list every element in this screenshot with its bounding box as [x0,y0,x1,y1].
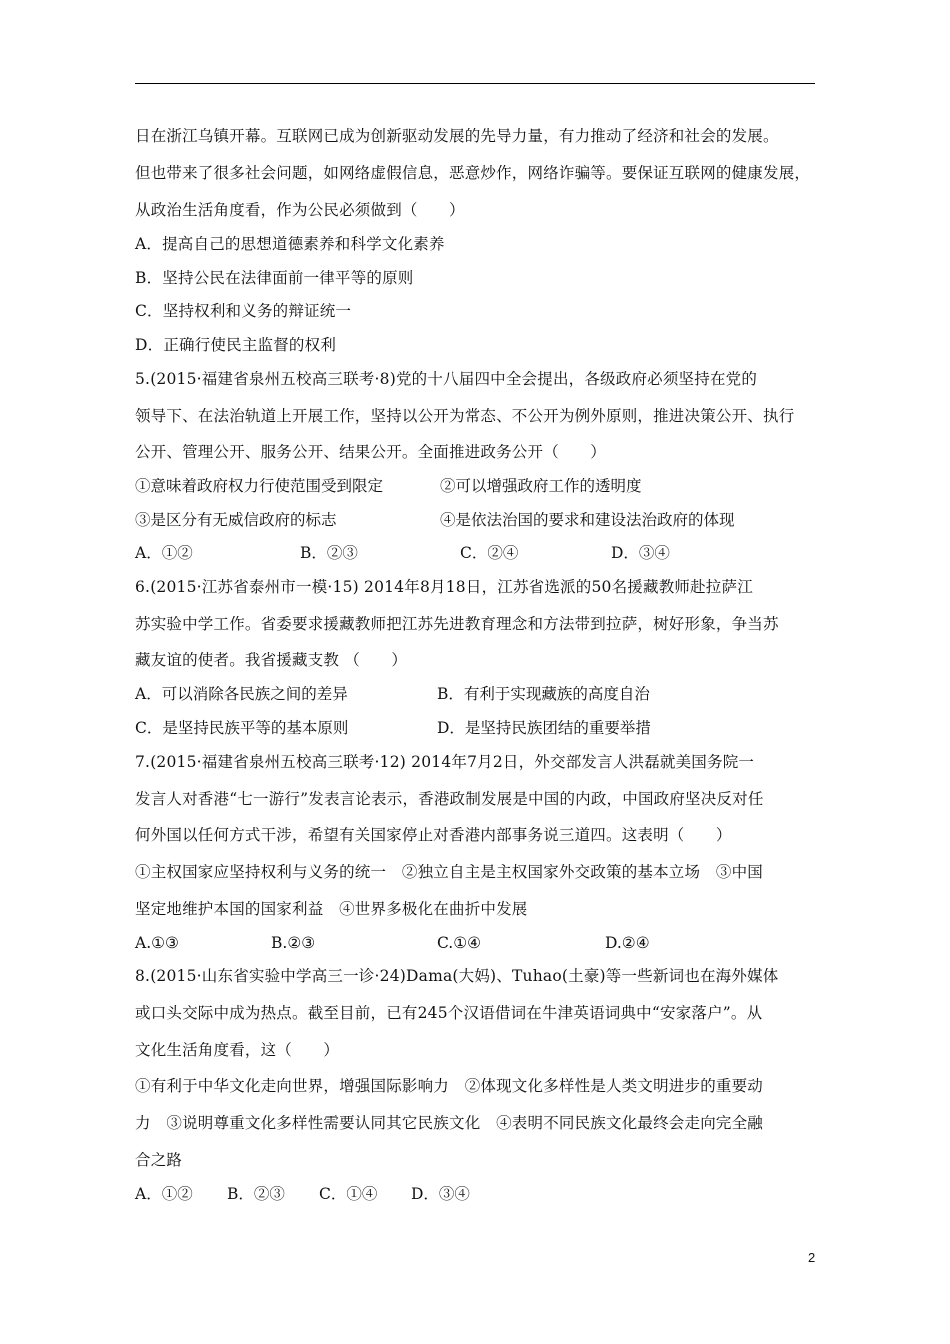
q5-option-c: C．②④ [460,544,519,562]
q6-option-b: B．有利于实现藏族的高度自治 [437,685,650,703]
q7-text-line-3: 何外国以任何方式干涉，希望有关国家停止对香港内部事务说三道四。这表明（ ） [135,826,732,844]
q4-option-c: C．坚持权利和义务的辩证统一 [135,302,352,320]
q8-text-line-1: 8.(2015·山东省实验中学高三一诊·24)Dama(大妈)、Tuhao(土豪)等一些新词也在海外媒体 [135,967,779,985]
q5-item-2: ②可以增强政府工作的透明度 [440,477,642,495]
q7-option-a: A.①③ [135,934,179,952]
q7-text-line-5: 坚定地维护本国的国家利益 ④世界多极化在曲折中发展 [135,900,528,918]
q4-text-line-3: 从政治生活角度看，作为公民必须做到（ ） [135,201,465,219]
header-rule [135,83,815,84]
q8-text-line-2: 或口头交际中成为热点。截至目前，已有245个汉语借词在牛津英语词典中“安家落户”。从 [135,1004,763,1022]
q8-text-line-3: 文化生活角度看，这（ ） [135,1041,340,1059]
q5-text-line-3: 公开、管理公开、服务公开、结果公开。全面推进政务公开（ ） [135,443,607,461]
q7-text-line-2: 发言人对香港“七一游行”发表言论表示，香港政制发展是中国的内政，中国政府坚决反对任 [135,790,764,808]
q7-option-d: D.②④ [605,934,650,952]
page-number: 2 [808,1250,816,1265]
q6-text-line-3: 藏友谊的使者。我省援藏支教 （ ） [135,651,408,669]
q4-option-b: B．坚持公民在法律面前一律平等的原则 [135,269,414,287]
q7-text-line-4: ①主权国家应坚持权利与义务的统一 ②独立自主是主权国家外交政策的基本立场 ③中国 [135,863,764,881]
q5-option-a: A．①② [135,544,193,562]
q8-option-a: A．①② [135,1185,193,1203]
q5-item-1: ①意味着政府权力行使范围受到限定 [135,477,384,495]
q8-option-c: C．①④ [319,1185,378,1203]
q8-option-d: D．③④ [411,1185,470,1203]
q7-text-line-1: 7.(2015·福建省泉州五校高三联考·12) 2014年7月2日，外交部发言人洪磊就美国务院一 [135,753,755,771]
q6-text-line-1: 6.(2015·江苏省泰州市一模·15) 2014年8月18日，江苏省选派的50名援藏教师赴拉萨江 [135,578,753,596]
q5-option-b: B．②③ [300,544,358,562]
q4-text-line-2: 但也带来了很多社会问题，如网络虚假信息，恶意炒作，网络诈骗等。要保证互联网的健康发展， [135,164,811,182]
q8-text-line-4: ①有利于中华文化走向世界，增强国际影响力 ②体现文化多样性是人类文明进步的重要动 [135,1077,764,1095]
q6-text-line-2: 苏实验中学工作。省委要求援藏教师把江苏先进教育理念和方法带到拉萨，树好形象，争当苏 [135,615,779,633]
q8-text-line-6: 合之路 [135,1151,183,1169]
q6-option-a: A．可以消除各民族之间的差异 [135,685,348,703]
q5-text-line-2: 领导下、在法治轨道上开展工作，坚持以公开为常态、不公开为例外原则，推进决策公开、执行 [135,407,795,425]
q5-option-d: D．③④ [611,544,670,562]
q5-item-4: ④是依法治国的要求和建设法治政府的体现 [440,511,735,529]
q6-option-c: C．是坚持民族平等的基本原则 [135,719,349,737]
q8-text-line-5: 力 ③说明尊重文化多样性需要认同其它民族文化 ④表明不同民族文化最终会走向完全融 [135,1114,764,1132]
q6-option-d: D．是坚持民族团结的重要举措 [437,719,651,737]
q7-option-c: C.①④ [437,934,482,952]
q4-option-a: A．提高自己的思想道德素养和科学文化素养 [135,235,445,253]
q5-text-line-1: 5.(2015·福建省泉州五校高三联考·8)党的十八届四中全会提出，各级政府必须坚持在党的 [135,370,758,388]
q8-option-b: B．②③ [227,1185,285,1203]
q4-option-d: D．正确行使民主监督的权利 [135,336,337,354]
q5-item-3: ③是区分有无威信政府的标志 [135,511,337,529]
q7-option-b: B.②③ [271,934,316,952]
q4-text-line-1: 日在浙江乌镇开幕。互联网已成为创新驱动发展的先导力量，有力推动了经济和社会的发展。 [135,127,779,145]
